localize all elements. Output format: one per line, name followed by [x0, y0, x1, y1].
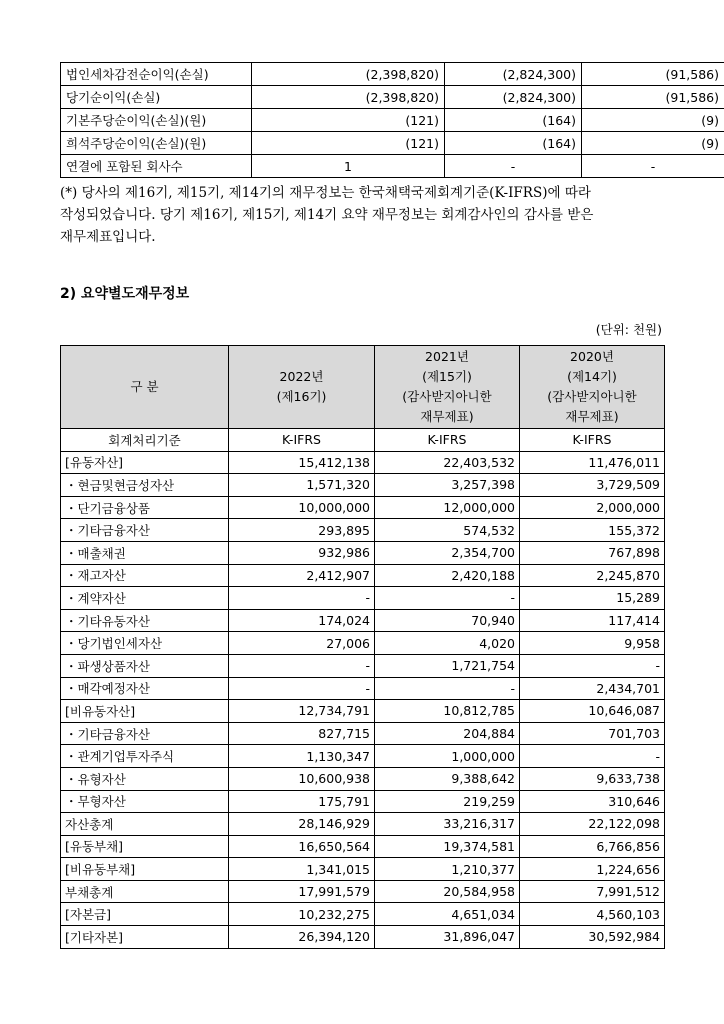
- cell-2022: 1: [252, 155, 445, 178]
- table-row: [61, 63, 724, 86]
- cell-2020: (9): [582, 109, 724, 132]
- cell-2021: 19,374,581: [375, 835, 520, 858]
- cell-2022: 2,412,907: [229, 564, 375, 587]
- table-row: [61, 474, 665, 497]
- row-label: ・매각예정자산: [61, 677, 229, 700]
- row-label: 회계처리기준: [61, 429, 229, 452]
- cell-2020: 22,122,098: [520, 813, 665, 836]
- table-row: [61, 880, 665, 903]
- cell-2022: 10,232,275: [229, 903, 375, 926]
- cell-2020: 10,646,087: [520, 700, 665, 723]
- cell-2021: 219,259: [375, 790, 520, 813]
- cell-2022: 16,650,564: [229, 835, 375, 858]
- row-label: ・계약자산: [61, 587, 229, 610]
- row-label: 연결에 포함된 회사수: [61, 155, 252, 178]
- row-label: ・무형자산: [61, 790, 229, 813]
- cell-2021: 4,020: [375, 632, 520, 655]
- cell-2021: (2,824,300): [445, 86, 582, 109]
- cell-2022: 10,600,938: [229, 767, 375, 790]
- table-row: [61, 541, 665, 564]
- table-row: [61, 903, 665, 926]
- cell-2020: 1,224,656: [520, 858, 665, 881]
- row-label: ・기타유동자산: [61, 609, 229, 632]
- cell-2022: -: [229, 654, 375, 677]
- table-row: [61, 790, 665, 813]
- cell-2022: 12,734,791: [229, 700, 375, 723]
- cell-2021: -: [445, 155, 582, 178]
- cell-2022: -: [229, 587, 375, 610]
- unit-label: (단위: 천원): [595, 322, 662, 337]
- cell-2021: 33,216,317: [375, 813, 520, 836]
- cell-2021: (164): [445, 132, 582, 155]
- row-label: ・파생상품자산: [61, 654, 229, 677]
- cell-2021: 1,210,377: [375, 858, 520, 881]
- cell-2021: 1,000,000: [375, 745, 520, 768]
- row-label: [비유동자산]: [61, 700, 229, 723]
- cell-2020: 155,372: [520, 519, 665, 542]
- header-row: [61, 346, 665, 429]
- cell-2020: 310,646: [520, 790, 665, 813]
- table-row: [61, 519, 665, 542]
- cell-2020: 15,289: [520, 587, 665, 610]
- cell-2022: 1,341,015: [229, 858, 375, 881]
- cell-2020: 117,414: [520, 609, 665, 632]
- cell-2021: 2,354,700: [375, 541, 520, 564]
- cell-2020: (91,586): [582, 63, 724, 86]
- table-row: [61, 632, 665, 655]
- table-row: [61, 564, 665, 587]
- cell-2022: 28,146,929: [229, 813, 375, 836]
- cell-2020: -: [520, 654, 665, 677]
- cell-2020: 2,434,701: [520, 677, 665, 700]
- row-label: ・당기법인세자산: [61, 632, 229, 655]
- row-label: [유동자산]: [61, 451, 229, 474]
- cell-2022: 293,895: [229, 519, 375, 542]
- cell-2021: 3,257,398: [375, 474, 520, 497]
- header-2022: 2022년 (제16기): [229, 346, 375, 429]
- table-row: [61, 132, 724, 155]
- cell-2021: 574,532: [375, 519, 520, 542]
- table-row: [61, 109, 724, 132]
- table-row: [61, 429, 665, 452]
- cell-2022: 26,394,120: [229, 926, 375, 949]
- row-label: 부채총계: [61, 880, 229, 903]
- row-label: ・현금및현금성자산: [61, 474, 229, 497]
- summary-income-table: [60, 62, 724, 178]
- note-line-3: 재무제표입니다.: [60, 229, 156, 245]
- cell-2020: (91,586): [582, 86, 724, 109]
- table-row: [61, 745, 665, 768]
- row-label: [유동부채]: [61, 835, 229, 858]
- cell-2021: 10,812,785: [375, 700, 520, 723]
- cell-2022: (2,398,820): [252, 63, 445, 86]
- table-row: [61, 587, 665, 610]
- cell-2020: 11,476,011: [520, 451, 665, 474]
- table-row: [61, 700, 665, 723]
- cell-2021: 204,884: [375, 722, 520, 745]
- cell-2021: 2,420,188: [375, 564, 520, 587]
- cell-2022: 827,715: [229, 722, 375, 745]
- row-label: 자산총계: [61, 813, 229, 836]
- cell-2021: (164): [445, 109, 582, 132]
- cell-2022: 175,791: [229, 790, 375, 813]
- cell-2022: 1,130,347: [229, 745, 375, 768]
- cell-2021: (2,824,300): [445, 63, 582, 86]
- section-title: 2) 요약별도재무정보: [60, 286, 190, 302]
- row-label: 법인세차감전순이익(손실): [61, 63, 252, 86]
- table-row: [61, 813, 665, 836]
- cell-2021: 22,403,532: [375, 451, 520, 474]
- row-label: 당기순이익(손실): [61, 86, 252, 109]
- table-row: [61, 496, 665, 519]
- cell-2021: 70,940: [375, 609, 520, 632]
- note-line-1: (*) 당사의 제16기, 제15기, 제14기의 재무정보는 한국채택국제회계기준(K-IFRS)에 따라: [60, 185, 591, 201]
- cell-2020: 9,633,738: [520, 767, 665, 790]
- cell-2020: 2,245,870: [520, 564, 665, 587]
- table-row: [61, 835, 665, 858]
- table-row: [61, 86, 724, 109]
- cell-2020: 2,000,000: [520, 496, 665, 519]
- row-label: [기타자본]: [61, 926, 229, 949]
- cell-2020: 6,766,856: [520, 835, 665, 858]
- cell-2020: (9): [582, 132, 724, 155]
- row-label: ・관계기업투자주식: [61, 745, 229, 768]
- cell-2020: -: [520, 745, 665, 768]
- cell-2020: 767,898: [520, 541, 665, 564]
- row-label: ・매출채권: [61, 541, 229, 564]
- cell-2020: -: [582, 155, 724, 178]
- cell-2021: 4,651,034: [375, 903, 520, 926]
- note-line-2: 작성되었습니다. 당기 제16기, 제15기, 제14기 요약 재무정보는 회계감사인의 감사를 받은: [60, 207, 594, 223]
- cell-2022: -: [229, 677, 375, 700]
- table-row: [61, 654, 665, 677]
- cell-2022: (121): [252, 109, 445, 132]
- cell-2021: 31,896,047: [375, 926, 520, 949]
- cell-2021: K-IFRS: [375, 429, 520, 452]
- header-2021: 2021년 (제15기) (감사받지아니한 재무제표): [375, 346, 520, 429]
- cell-2022: 1,571,320: [229, 474, 375, 497]
- table-row: [61, 155, 724, 178]
- cell-2022: (121): [252, 132, 445, 155]
- cell-2022: 10,000,000: [229, 496, 375, 519]
- cell-2021: 12,000,000: [375, 496, 520, 519]
- row-label: ・단기금융상품: [61, 496, 229, 519]
- row-label: [자본금]: [61, 903, 229, 926]
- table-row: [61, 926, 665, 949]
- cell-2021: 1,721,754: [375, 654, 520, 677]
- cell-2022: 932,986: [229, 541, 375, 564]
- row-label: ・유형자산: [61, 767, 229, 790]
- cell-2020: K-IFRS: [520, 429, 665, 452]
- row-label: ・기타금융자산: [61, 519, 229, 542]
- cell-2021: 9,388,642: [375, 767, 520, 790]
- financial-note: [60, 182, 664, 248]
- cell-2020: 3,729,509: [520, 474, 665, 497]
- table-row: [61, 609, 665, 632]
- cell-2020: 9,958: [520, 632, 665, 655]
- cell-2022: K-IFRS: [229, 429, 375, 452]
- row-label: ・재고자산: [61, 564, 229, 587]
- row-label: 기본주당순이익(손실)(원): [61, 109, 252, 132]
- table-row: [61, 858, 665, 881]
- table-row: [61, 451, 665, 474]
- cell-2021: 20,584,958: [375, 880, 520, 903]
- row-label: 희석주당순이익(손실)(원): [61, 132, 252, 155]
- row-label: ・기타금융자산: [61, 722, 229, 745]
- cell-2022: 17,991,579: [229, 880, 375, 903]
- table-row: [61, 722, 665, 745]
- cell-2020: 701,703: [520, 722, 665, 745]
- header-category: 구 분: [61, 346, 229, 429]
- cell-2020: 7,991,512: [520, 880, 665, 903]
- cell-2022: 15,412,138: [229, 451, 375, 474]
- header-2020: 2020년 (제14기) (감사받지아니한 재무제표): [520, 346, 665, 429]
- cell-2020: 30,592,984: [520, 926, 665, 949]
- cell-2021: -: [375, 587, 520, 610]
- cell-2020: 4,560,103: [520, 903, 665, 926]
- table-row: [61, 677, 665, 700]
- cell-2021: -: [375, 677, 520, 700]
- separate-financial-table: [60, 345, 665, 949]
- cell-2022: 27,006: [229, 632, 375, 655]
- row-label: [비유동부채]: [61, 858, 229, 881]
- cell-2022: 174,024: [229, 609, 375, 632]
- table-row: [61, 767, 665, 790]
- cell-2022: (2,398,820): [252, 86, 445, 109]
